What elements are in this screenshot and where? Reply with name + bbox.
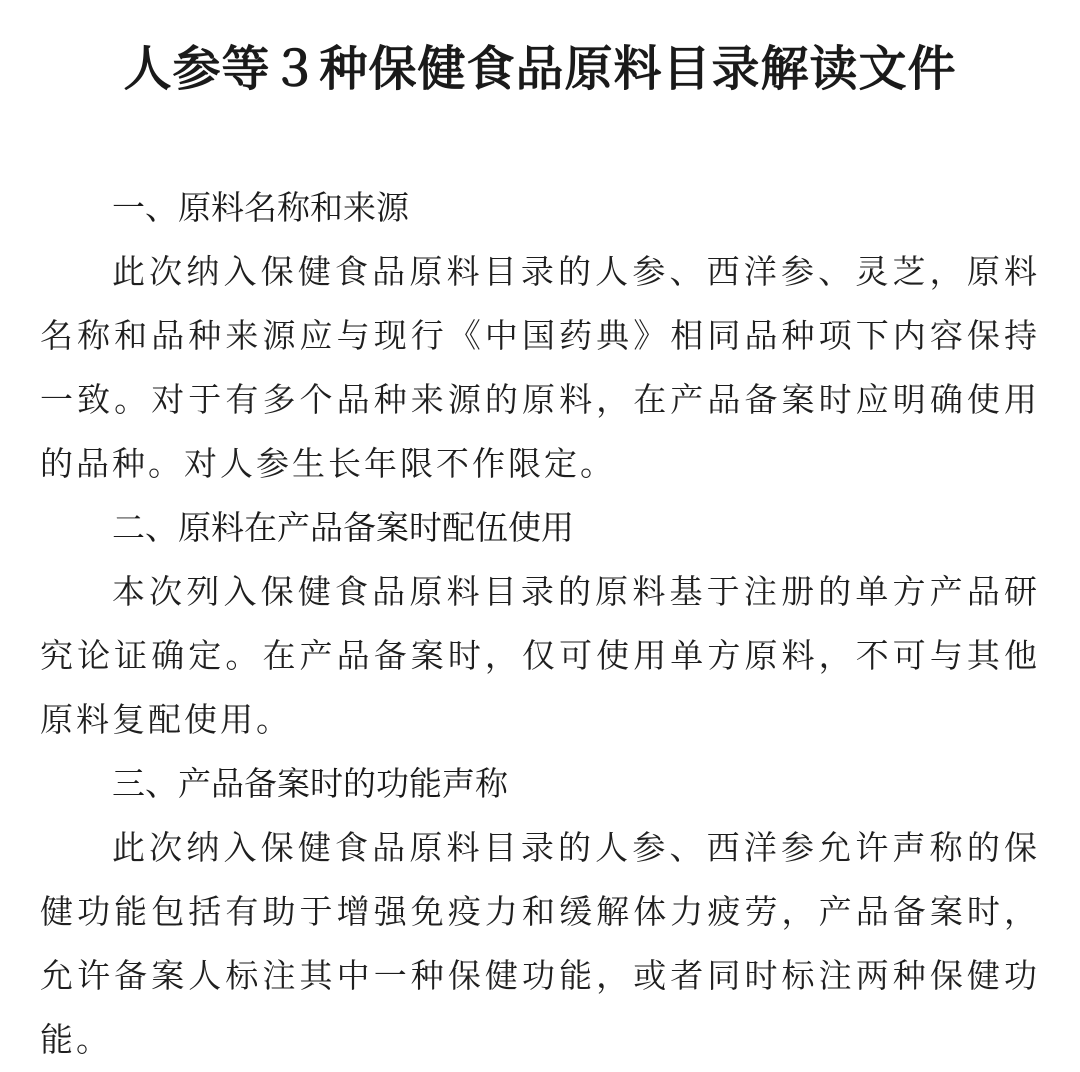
document-title: 人参等３种保健食品原料目录解读文件 bbox=[123, 41, 957, 97]
section-compatibility bbox=[40, 496, 1040, 752]
document-body bbox=[40, 176, 1040, 1072]
section-raw-material-name bbox=[40, 176, 1040, 496]
section-heading: 二、原料在产品备案时配伍使用 bbox=[112, 508, 574, 547]
section-heading: 一、原料名称和来源 bbox=[112, 188, 409, 227]
section-function-claims bbox=[40, 752, 1040, 1072]
section-heading: 三、产品备案时的功能声称 bbox=[112, 764, 508, 803]
section-paragraph: 本次列入保健食品原料目录的原料基于注册的单方产品研究论证确定。在产品备案时，仅可使用单方原料，不可与其他原料复配使用。 bbox=[40, 572, 1040, 739]
section-paragraph: 此次纳入保健食品原料目录的人参、西洋参允许声称的保健功能包括有助于增强免疫力和缓解体力疲劳，产品备案时，允许备案人标注其中一种保健功能，或者同时标注两种保健功能。 bbox=[40, 828, 1040, 1059]
section-paragraph: 此次纳入保健食品原料目录的人参、西洋参、灵芝，原料名称和品种来源应与现行《中国药典》相同品种项下内容保持一致。对于有多个品种来源的原料，在产品备案时应明确使用的品种。对人参生长年限不作限定。 bbox=[40, 252, 1040, 483]
